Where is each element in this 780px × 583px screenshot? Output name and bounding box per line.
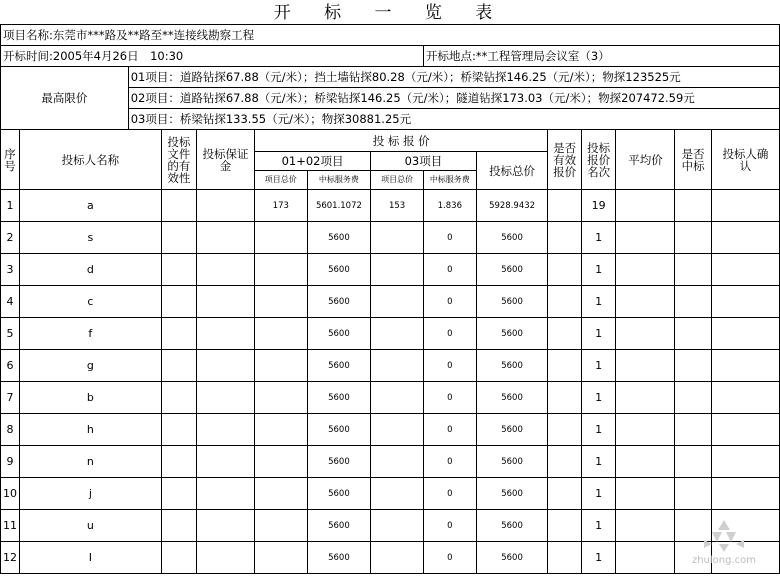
row-docs-valid [161, 510, 196, 542]
row-p12-total [254, 414, 307, 446]
row-rank: 1 [581, 382, 616, 414]
row-rank: 1 [581, 414, 616, 446]
header-seq: 序号 [1, 130, 20, 190]
row-avg [616, 478, 675, 510]
row-p3-fee: 0 [424, 222, 477, 254]
row-p12-total: 173 [254, 190, 307, 222]
row-bidder-name: c [19, 286, 161, 318]
header-p12-total: 项目总价 [254, 171, 307, 190]
row-bidder-name: h [19, 414, 161, 446]
row-rank: 1 [581, 446, 616, 478]
row-p3-total [371, 254, 424, 286]
row-avg [616, 190, 675, 222]
row-valid-quote [548, 382, 581, 414]
row-avg [616, 382, 675, 414]
row-p12-total [254, 318, 307, 350]
row-deposit [197, 222, 255, 254]
row-p12-fee: 5600 [307, 446, 371, 478]
row-won [675, 446, 711, 478]
row-confirm [711, 478, 779, 510]
row-avg [616, 414, 675, 446]
table-row [1, 510, 780, 542]
row-bidder-name: I [19, 542, 161, 574]
price-limit-line-1: 01项目：道路钻探67.88（元/米）；挡土墙钻探80.28（元/米）；桥梁钻探146.25（元/米）；物探123525元 [128, 67, 779, 88]
row-docs-valid [161, 286, 196, 318]
row-valid-quote [548, 286, 581, 318]
row-p3-fee: 0 [424, 414, 477, 446]
row-seq: 11 [1, 510, 20, 542]
row-total: 5600 [476, 446, 548, 478]
row-p3-fee: 0 [424, 542, 477, 574]
price-limit-line-2: 02项目：道路钻探67.88（元/米）；桥梁钻探146.25（元/米）；隧道钻探173.03（元/米）；物探207472.59元 [128, 88, 779, 109]
row-won [675, 190, 711, 222]
row-rank: 1 [581, 222, 616, 254]
row-bidder-name: a [19, 190, 161, 222]
watermark-logo-icon [704, 520, 744, 552]
row-total: 5600 [476, 222, 548, 254]
row-bidder-name: b [19, 382, 161, 414]
header-avg: 平均价 [616, 130, 675, 190]
row-deposit [197, 350, 255, 382]
row-deposit [197, 190, 255, 222]
row-total: 5600 [476, 414, 548, 446]
header-won: 是否中标 [675, 130, 711, 190]
row-valid-quote [548, 222, 581, 254]
header-total: 投标总价 [476, 152, 548, 190]
row-deposit [197, 478, 255, 510]
header-docs-valid: 投标文件的有效性 [161, 130, 196, 190]
row-total: 5600 [476, 350, 548, 382]
header-p12-fee: 中标服务费 [307, 171, 371, 190]
row-rank: 1 [581, 318, 616, 350]
row-docs-valid [161, 190, 196, 222]
row-docs-valid [161, 478, 196, 510]
row-p3-total [371, 222, 424, 254]
row-rank: 1 [581, 510, 616, 542]
row-rank: 1 [581, 542, 616, 574]
row-deposit [197, 318, 255, 350]
row-docs-valid [161, 446, 196, 478]
bid-time-value: 2005年4月26日 10:30 [52, 49, 184, 63]
row-p12-fee: 5600 [307, 414, 371, 446]
row-valid-quote [548, 446, 581, 478]
header-p3-fee: 中标服务费 [424, 171, 477, 190]
row-total: 5600 [476, 542, 548, 574]
bid-opening-table [0, 24, 780, 574]
row-deposit [197, 286, 255, 318]
row-valid-quote [548, 190, 581, 222]
row-seq: 9 [1, 446, 20, 478]
header-bid-quote: 投 标 报 价 [254, 130, 548, 152]
table-row [1, 414, 780, 446]
row-p12-total [254, 542, 307, 574]
row-won [675, 382, 711, 414]
row-p12-fee: 5601.1072 [307, 190, 371, 222]
header-valid-quote: 是否有效报价 [548, 130, 581, 190]
limit-row-1 [1, 67, 780, 88]
row-docs-valid [161, 382, 196, 414]
row-avg [616, 286, 675, 318]
row-won [675, 222, 711, 254]
header-proj-03: 03项目 [371, 152, 476, 171]
row-rank: 1 [581, 254, 616, 286]
row-total: 5928.9432 [476, 190, 548, 222]
row-valid-quote [548, 414, 581, 446]
row-seq: 1 [1, 190, 20, 222]
row-valid-quote [548, 318, 581, 350]
row-seq: 3 [1, 254, 20, 286]
row-deposit [197, 446, 255, 478]
row-deposit [197, 510, 255, 542]
watermark-text: zhulong.com [691, 555, 757, 566]
row-seq: 5 [1, 318, 20, 350]
row-rank: 1 [581, 350, 616, 382]
row-valid-quote [548, 254, 581, 286]
row-p3-fee: 0 [424, 446, 477, 478]
row-bidder-name: u [19, 510, 161, 542]
row-deposit [197, 414, 255, 446]
bid-place-label: 开标地点: [426, 49, 476, 63]
row-p3-fee: 0 [424, 382, 477, 414]
header-bidder: 投标人名称 [19, 130, 161, 190]
header-row-1 [1, 130, 780, 152]
row-confirm [711, 286, 779, 318]
row-p12-fee: 5600 [307, 510, 371, 542]
project-cell [1, 25, 780, 46]
table-row [1, 350, 780, 382]
row-p3-fee: 0 [424, 510, 477, 542]
table-row [1, 478, 780, 510]
row-p3-total: 153 [371, 190, 424, 222]
row-bidder-name: s [19, 222, 161, 254]
row-won [675, 254, 711, 286]
row-p12-fee: 5600 [307, 350, 371, 382]
row-won [675, 318, 711, 350]
bidder-rows [1, 190, 780, 574]
row-p12-fee: 5600 [307, 318, 371, 350]
row-p12-fee: 5600 [307, 286, 371, 318]
row-confirm [711, 446, 779, 478]
row-p3-fee: 0 [424, 254, 477, 286]
row-docs-valid [161, 318, 196, 350]
row-p3-total [371, 382, 424, 414]
table-row [1, 542, 780, 574]
row-seq: 4 [1, 286, 20, 318]
row-confirm [711, 414, 779, 446]
table-row [1, 222, 780, 254]
row-seq: 6 [1, 350, 20, 382]
row-avg [616, 542, 675, 574]
row-valid-quote [548, 478, 581, 510]
row-seq: 12 [1, 542, 20, 574]
table-row [1, 190, 780, 222]
row-p12-fee: 5600 [307, 222, 371, 254]
row-docs-valid [161, 414, 196, 446]
row-total: 5600 [476, 382, 548, 414]
row-won [675, 286, 711, 318]
row-p12-total [254, 478, 307, 510]
row-p3-fee: 1.836 [424, 190, 477, 222]
row-won [675, 478, 711, 510]
row-total: 5600 [476, 254, 548, 286]
row-docs-valid [161, 254, 196, 286]
row-bidder-name: j [19, 478, 161, 510]
row-p12-total [254, 510, 307, 542]
row-avg [616, 350, 675, 382]
row-p12-total [254, 222, 307, 254]
price-limit-label: 最高限价 [1, 67, 129, 130]
row-p3-total [371, 478, 424, 510]
row-p3-total [371, 542, 424, 574]
header-rank: 投标报价名次 [581, 130, 616, 190]
row-p3-total [371, 510, 424, 542]
row-avg [616, 446, 675, 478]
row-avg [616, 318, 675, 350]
row-won [675, 350, 711, 382]
header-deposit: 投标保证金 [197, 130, 255, 190]
row-seq: 10 [1, 478, 20, 510]
row-seq: 7 [1, 382, 20, 414]
row-p12-fee: 5600 [307, 382, 371, 414]
price-limit-line-3: 03项目：桥梁钻探133.55（元/米）；物探30881.25元 [128, 109, 779, 130]
row-p3-fee: 0 [424, 478, 477, 510]
row-bidder-name: d [19, 254, 161, 286]
row-total: 5600 [476, 510, 548, 542]
table-row [1, 286, 780, 318]
header-proj-0102: 01+02项目 [254, 152, 370, 171]
header-p3-total: 项目总价 [371, 171, 424, 190]
row-total: 5600 [476, 318, 548, 350]
row-confirm [711, 350, 779, 382]
table-row [1, 254, 780, 286]
row-total: 5600 [476, 478, 548, 510]
row-p12-fee: 5600 [307, 254, 371, 286]
row-won [675, 414, 711, 446]
row-docs-valid [161, 222, 196, 254]
row-p3-fee: 0 [424, 318, 477, 350]
row-p12-total [254, 254, 307, 286]
row-p3-fee: 0 [424, 286, 477, 318]
row-avg [616, 222, 675, 254]
row-p12-total [254, 286, 307, 318]
header-confirm: 投标人确认 [711, 130, 779, 190]
bid-place-cell [424, 46, 780, 67]
row-p12-total [254, 382, 307, 414]
table-row [1, 446, 780, 478]
row-docs-valid [161, 350, 196, 382]
row-rank: 1 [581, 286, 616, 318]
row-valid-quote [548, 350, 581, 382]
project-name: 东莞市***路及**路至**连接线勘察工程 [52, 28, 255, 42]
row-bidder-name: g [19, 350, 161, 382]
project-label: 项目名称: [3, 28, 53, 42]
row-p3-total [371, 350, 424, 382]
row-p3-fee: 0 [424, 350, 477, 382]
row-rank: 19 [581, 190, 616, 222]
row-confirm [711, 318, 779, 350]
row-p12-fee: 5600 [307, 542, 371, 574]
sheet-title: 开 标 一 览 表 [273, 3, 507, 23]
project-row [1, 25, 780, 46]
row-avg [616, 510, 675, 542]
row-p12-total [254, 446, 307, 478]
row-confirm [711, 254, 779, 286]
row-p3-total [371, 446, 424, 478]
row-confirm [711, 382, 779, 414]
row-avg [616, 254, 675, 286]
row-rank: 1 [581, 478, 616, 510]
row-p3-total [371, 414, 424, 446]
row-valid-quote [548, 542, 581, 574]
row-p12-total [254, 350, 307, 382]
row-p12-fee: 5600 [307, 478, 371, 510]
row-confirm [711, 222, 779, 254]
row-total: 5600 [476, 286, 548, 318]
row-valid-quote [548, 510, 581, 542]
row-docs-valid [161, 542, 196, 574]
time-place-row [1, 46, 780, 67]
row-bidder-name: n [19, 446, 161, 478]
bid-place-value: **工程管理局会议室（3） [475, 49, 610, 63]
row-p3-total [371, 318, 424, 350]
row-p3-total [371, 286, 424, 318]
table-row [1, 318, 780, 350]
row-confirm [711, 190, 779, 222]
bid-time-label: 开标时间: [3, 49, 53, 63]
row-seq: 8 [1, 414, 20, 446]
row-deposit [197, 382, 255, 414]
row-bidder-name: f [19, 318, 161, 350]
bid-time-cell [1, 46, 424, 67]
row-deposit [197, 254, 255, 286]
row-deposit [197, 542, 255, 574]
table-row [1, 382, 780, 414]
watermark [676, 518, 772, 566]
row-seq: 2 [1, 222, 20, 254]
